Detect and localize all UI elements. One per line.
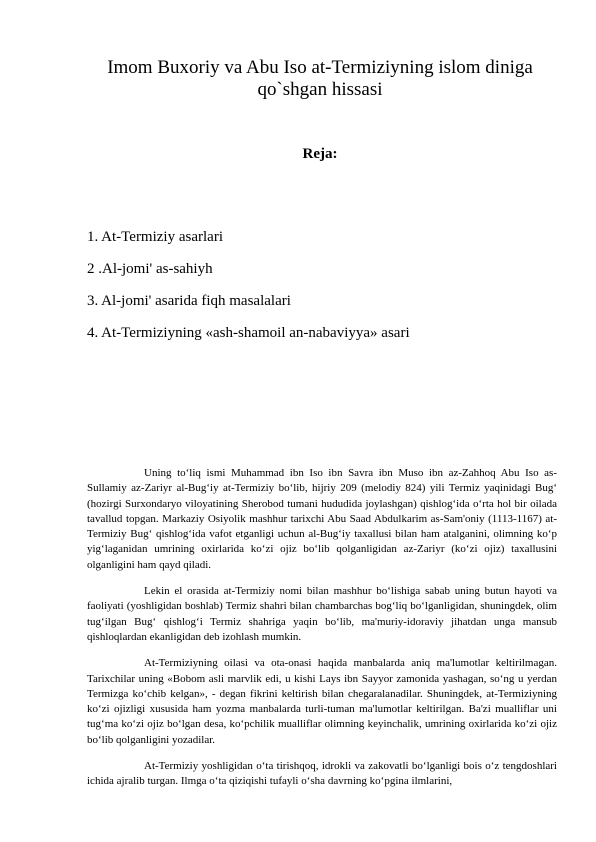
plan-item: 2 .Al-jomi' as-sahiyh [87,261,213,277]
paragraph: Lekin el orasida at-Termiziy nomi bilan mashhur bo‘lishiga sabab uning butun hayoti va faoliyati (yoshligidan boshlab) Termiz shahri bilan chambarchas bog‘liq bo‘lganligidan, shuningdek, olim tug‘ilgan Bug‘ qishlog‘i Termiz shahriga yaqin bo‘lib, ma'muriy-idoraviy jihatdan unga mansub qishloqlardan ekanligidan deb izohlash mumkin. [87,585,557,643]
plan-heading: Reja: [302,146,338,162]
paragraph: At-Termiziy yoshligidan o‘ta tirishqoq, idrokli va zakovatli bo‘lganligi bois o‘z tengdoshlari ichida ajralib turgan. Ilmga o‘ta qiziqishi tufayli o‘sha davrning ko‘pgina ilmlarini, [87,760,557,788]
plan-item: 3. Al-jomi' asarida fiqh masalalari [87,293,291,309]
plan-list [87,228,557,356]
plan-item: 4. At-Termiziyning «ash-shamoil an-nabaviyya» asari [87,325,410,341]
document-title: Imom Buxoriy va Abu Iso at-Termiziyning islom diniga qo`shgan hissasi [107,57,533,100]
paragraph: At-Termiziyning oilasi va ota-onasi haqida manbalarda aniq ma'lumotlar keltirilmagan. Tarixchilar uning «Bobom asli marvlik edi, u kishi Lays ibn Sayyor zamonida yashagan, so‘ng u yerdan Termizga ko‘chib kelgan», - degan fikrini keltirish bilan chegaralanadilar. Shuningdek, at-Termiziyning ko‘zi ojizligi xususida ham yozma manbalarda turli-tuman ma'lumotlar keltirilgan. Ba'zi mualliflar uni tug‘ma ko‘zi ojiz bo‘lgan desa, ko‘pchilik mualliflar olimning keyinchalik, umrining oxirlarida ko‘zi ojiz bo‘lib qolganligini yozadilar. [87,657,557,746]
plan-item: 1. At-Termiziy asarlari [87,229,223,245]
paragraph: Uning to‘liq ismi Muhammad ibn Iso ibn Savra ibn Muso ibn az-Zahhoq Abu Iso as-Sullamiy az-Zariyr al-Bug‘iy at-Termiziy bo‘lib, hijriy 209 (melodiy 824) yili Termiz yaqinidagi Bug‘ (hozirgi Surxondaryo viloyatining Sherobod tumani hududida joylashgan) qishlog‘ida o‘rta hol bir oilada tavallud topgan. Markaziy Osiyolik mashhur tarixchi Abu Saad Abdulkarim as-Sam'oniy (1113-1167) at-Termiziy Bug‘ qishlog‘ida vafot etganligi uchun al-Bug‘iy taxallusi bilan ham atalganini, olimning ko‘p yig‘laganidan umrining oxirlarida ko‘zi ojiz bo‘lib qolganligidan az-Zariyr (ko‘zi ojiz) taxallusini olganligini ham qayd qiladi. [87,467,557,571]
body-text [87,466,557,801]
